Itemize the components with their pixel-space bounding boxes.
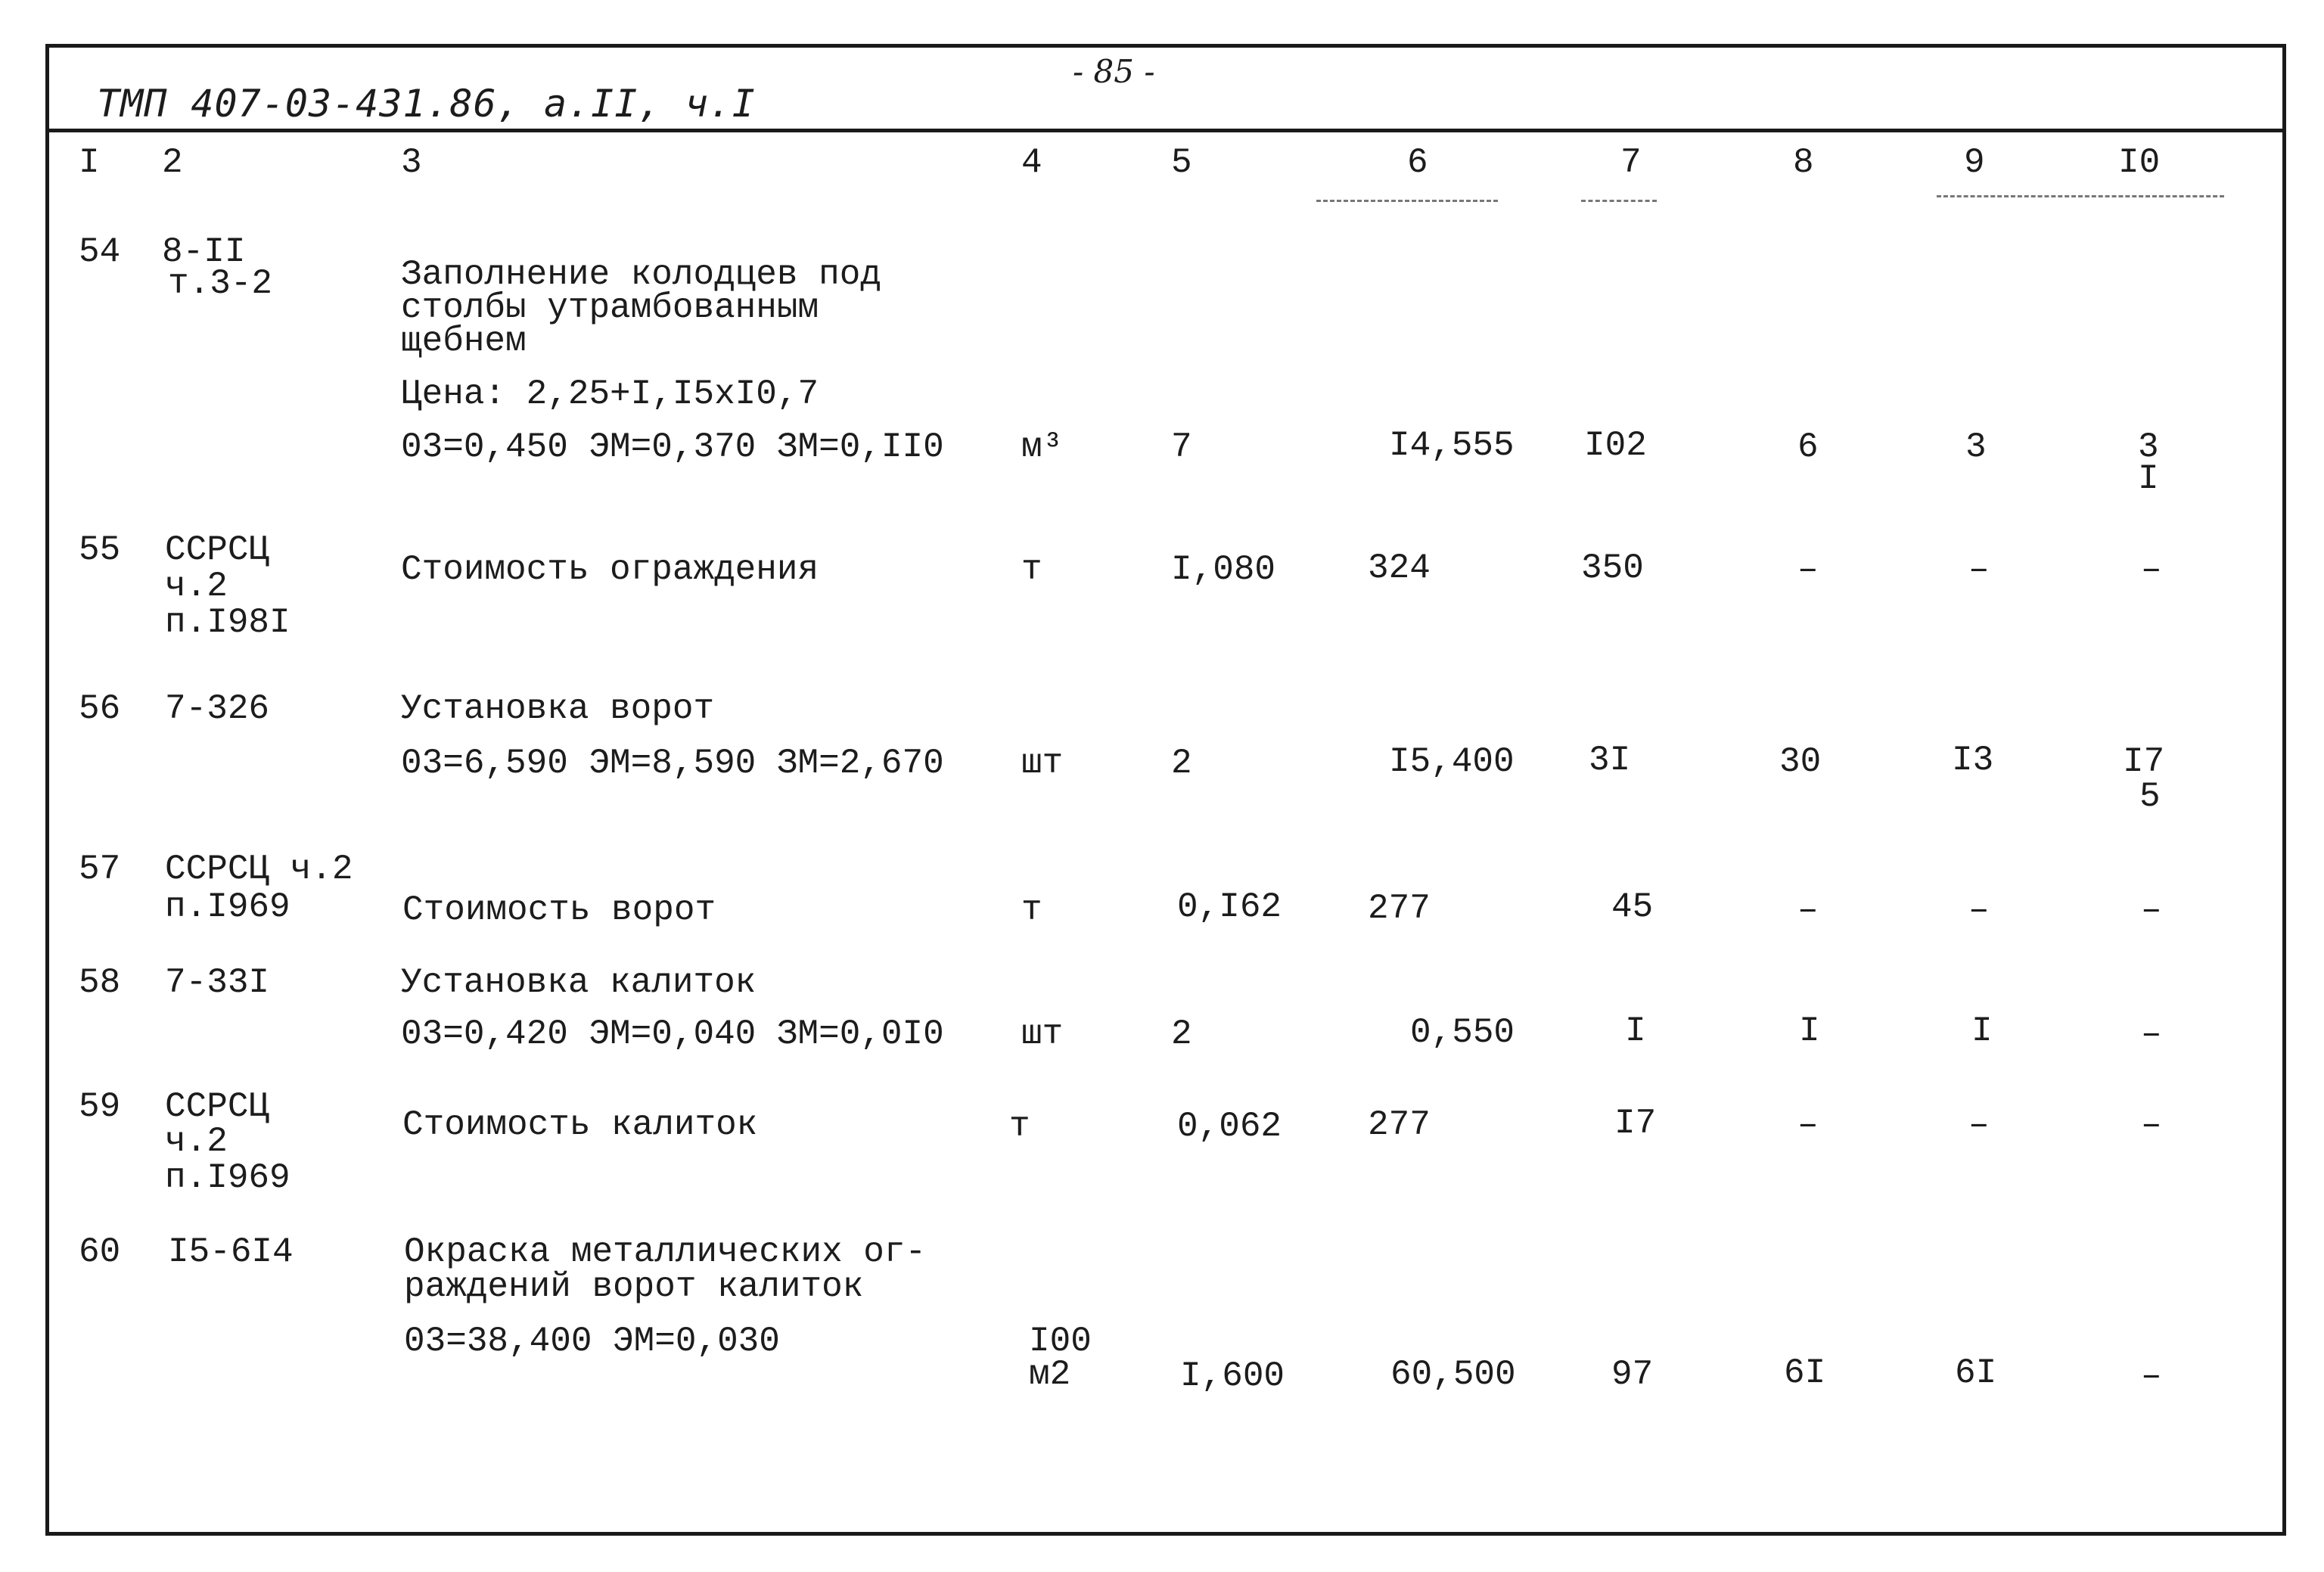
row-number: 56	[79, 689, 121, 729]
row-description: Стоимость ограждения	[401, 550, 819, 589]
row-col9: I3	[1952, 741, 1994, 780]
row-cost: 277	[1368, 889, 1431, 928]
row-col10: I7	[2123, 742, 2165, 781]
row-unit: шт	[1021, 1014, 1064, 1054]
col-header-6: 6	[1407, 143, 1428, 182]
row-code: п.I969	[165, 887, 290, 927]
row-quantity: 2	[1171, 744, 1192, 783]
row-col9: –	[1968, 550, 1990, 589]
col-header-1: I	[79, 143, 100, 182]
col-header-5: 5	[1171, 143, 1192, 182]
row-unit: т	[1009, 1107, 1030, 1146]
row-col9: –	[1968, 1105, 1990, 1145]
row-col7: I7	[1614, 1104, 1657, 1143]
header-dash	[1316, 200, 1498, 202]
row-description: щебнем	[401, 322, 527, 361]
row-col7: 350	[1581, 548, 1644, 588]
row-unit: шт	[1021, 744, 1064, 783]
row-col9: 6I	[1955, 1353, 1997, 1393]
row-quantity: 0,I62	[1177, 887, 1282, 927]
row-unit: I00	[1029, 1322, 1092, 1361]
col-header-3: 3	[401, 143, 422, 182]
row-col9: I	[1971, 1011, 1993, 1051]
row-cost: 0,550	[1410, 1013, 1515, 1052]
row-quantity: 7	[1171, 427, 1192, 467]
col-header-4: 4	[1021, 143, 1042, 182]
row-code: т.3-2	[168, 264, 273, 303]
row-cost: I5,400	[1389, 742, 1515, 781]
row-code: п.I98I	[165, 603, 290, 642]
row-code: I5-6I4	[168, 1232, 294, 1272]
col-header-10: I0	[2118, 143, 2161, 182]
row-col10: –	[2141, 1014, 2162, 1054]
row-col8: 30	[1779, 742, 1822, 781]
row-norms: 03=0,450 ЭМ=0,370 ЗМ=0,II0	[401, 427, 944, 467]
row-cost: 324	[1368, 548, 1431, 588]
row-code: ч.2	[165, 567, 228, 606]
row-norms: 03=38,400 ЭМ=0,030	[404, 1322, 780, 1361]
page-frame	[45, 44, 2286, 1536]
row-number: 58	[79, 963, 121, 1002]
row-col10: 3	[2138, 427, 2159, 467]
row-code: 7-33I	[165, 963, 270, 1002]
row-norms: 03=6,590 ЭМ=8,590 ЗМ=2,670	[401, 744, 944, 783]
row-number: 54	[79, 232, 121, 272]
row-code: 8-II	[162, 232, 246, 272]
row-col8: –	[1797, 550, 1819, 589]
col-header-2: 2	[162, 143, 183, 182]
row-col7: I	[1625, 1011, 1646, 1051]
row-cost: I4,555	[1389, 426, 1515, 465]
row-col10: –	[2141, 550, 2162, 589]
row-cost: 60,500	[1390, 1355, 1516, 1394]
row-col10: 5	[2139, 777, 2161, 816]
document-code: ТМП 407-03-431.86, а.II, ч.I	[97, 82, 756, 126]
row-code: 7-326	[165, 689, 270, 729]
row-quantity: I,080	[1171, 550, 1276, 589]
row-code: п.I969	[165, 1158, 290, 1198]
row-description: Установка калиток	[401, 963, 757, 1002]
row-cost: 277	[1368, 1105, 1431, 1145]
row-code: ССРСЦ	[165, 1087, 270, 1126]
row-unit: т	[1021, 890, 1042, 930]
row-col8: –	[1797, 1105, 1819, 1145]
row-number: 57	[79, 850, 121, 889]
row-unit: т	[1021, 550, 1042, 589]
row-description: раждений ворот калиток	[404, 1267, 864, 1306]
row-col8: 6I	[1784, 1353, 1826, 1393]
row-description: столбы утрамбованным	[401, 288, 819, 328]
row-description: Окраска металлических ог-	[404, 1232, 927, 1272]
col-header-7: 7	[1620, 143, 1642, 182]
row-description: Установка ворот	[401, 689, 715, 729]
row-col7: 3I	[1589, 741, 1631, 780]
row-col8: –	[1797, 890, 1819, 930]
row-col7: 45	[1611, 887, 1654, 927]
row-col10: –	[2141, 890, 2162, 930]
row-description: Стоимость калиток	[402, 1105, 758, 1145]
row-col8: 6	[1797, 427, 1819, 467]
row-norms: 03=0,420 ЭМ=0,040 ЗМ=0,0I0	[401, 1014, 944, 1054]
row-code: ч.2	[165, 1122, 228, 1161]
row-quantity: 2	[1171, 1014, 1192, 1054]
col-header-8: 8	[1793, 143, 1814, 182]
row-description: Заполнение колодцев под	[401, 255, 881, 294]
row-number: 55	[79, 530, 121, 570]
row-description: Стоимость ворот	[402, 890, 716, 930]
row-col10: I	[2138, 459, 2159, 499]
header-rule	[45, 129, 2286, 132]
row-code: ССРСЦ	[165, 530, 270, 570]
header-dash	[1937, 195, 2224, 197]
col-header-9: 9	[1964, 143, 1985, 182]
row-col7: I02	[1584, 426, 1647, 465]
row-col7: 97	[1611, 1355, 1654, 1394]
row-unit: м³	[1021, 427, 1064, 467]
row-unit: м2	[1029, 1355, 1071, 1394]
row-number: 59	[79, 1087, 121, 1126]
row-code: ССРСЦ ч.2	[165, 850, 353, 889]
header-dash	[1581, 200, 1657, 202]
row-col10: –	[2141, 1105, 2162, 1145]
row-col10: –	[2141, 1356, 2162, 1396]
row-price: Цена: 2,25+I,I5xI0,7	[401, 374, 819, 414]
row-col8: I	[1799, 1011, 1820, 1051]
page-number: - 85 -	[1073, 53, 1155, 90]
row-quantity: 0,062	[1177, 1107, 1282, 1146]
row-quantity: I,600	[1180, 1356, 1285, 1396]
row-col9: 3	[1965, 427, 1987, 467]
row-col9: –	[1968, 890, 1990, 930]
row-number: 60	[79, 1232, 121, 1272]
